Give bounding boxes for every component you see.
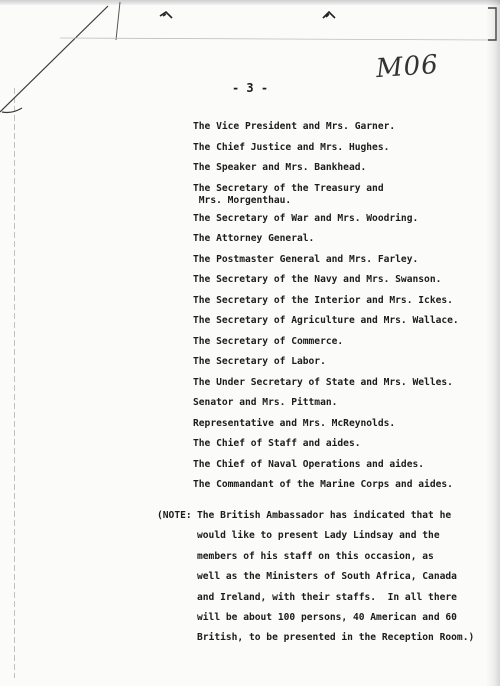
guest-list-item: The Secretary of Commerce. <box>193 335 344 347</box>
guest-list-item: The Speaker and Mrs. Bankhead. <box>193 162 367 173</box>
guest-list <box>193 121 459 500</box>
guest-list-item: The Secretary of Agriculture and Mrs. Wallace. <box>193 315 459 326</box>
page-number: - 3 - <box>231 81 269 95</box>
left-margin-rule <box>14 88 15 678</box>
guest-list-item: The Secretary of Labor. <box>193 356 326 367</box>
guest-list-item: The Vice President and Mrs. Garner. <box>193 121 396 132</box>
fastener-mark-right <box>323 12 335 18</box>
guest-list-item: The Secretary of the Navy and Mrs. Swanson. <box>193 274 442 285</box>
guest-list-item: The Commandant of the Marine Corps and aides. <box>193 479 453 490</box>
right-page-shadow <box>486 0 500 686</box>
guest-list-item: The Chief of Naval Operations and aides. <box>193 458 425 470</box>
guest-list-item: The Under Secretary of State and Mrs. Welles. <box>193 376 453 388</box>
note-line: would like to present Lady Lindsay and the <box>197 530 440 542</box>
guest-list-item: Senator and Mrs. Pittman. <box>193 397 338 408</box>
guest-list-item: The Secretary of War and Mrs. Woodring. <box>193 212 419 224</box>
handwritten-annotation: M06 <box>375 49 440 85</box>
note-line: members of his staff on this occasion, as <box>197 550 434 562</box>
note-line: and Ireland, with their staffs. In all there <box>197 591 457 603</box>
note-line: will be about 100 persons, 40 American and 60 <box>197 611 457 623</box>
note-text: The British Ambassador has indicated that he <box>197 510 452 521</box>
crease-line <box>0 6 108 112</box>
top-page-edge <box>0 0 500 5</box>
note-block <box>157 510 474 653</box>
guest-list-item: The Attorney General. <box>193 233 315 244</box>
guest-list-item: Representative and Mrs. McReynolds. <box>193 417 396 429</box>
guest-list-item: The Secretary of the Interior and Mrs. Ickes. <box>193 294 453 306</box>
note-line: well as the Ministers of South Africa, Canada <box>197 571 457 583</box>
fold-line <box>60 38 490 40</box>
note-line: British, to be presented in the Reception Room.) <box>197 632 475 644</box>
scratch-mark <box>116 2 120 40</box>
guest-list-item: The Chief Justice and Mrs. Hughes. <box>193 141 390 153</box>
guest-list-item: The Postmaster General and Mrs. Farley. <box>193 253 419 265</box>
guest-list-item: The Secretary of the Treasury and Mrs. Morgenthau. <box>193 182 384 206</box>
note-label: (NOTE: <box>157 510 192 521</box>
note-line <box>157 510 474 530</box>
guest-list-item: The Chief of Staff and aides. <box>193 438 361 449</box>
fastener-mark-left <box>160 12 172 18</box>
crease-curl <box>2 108 22 113</box>
